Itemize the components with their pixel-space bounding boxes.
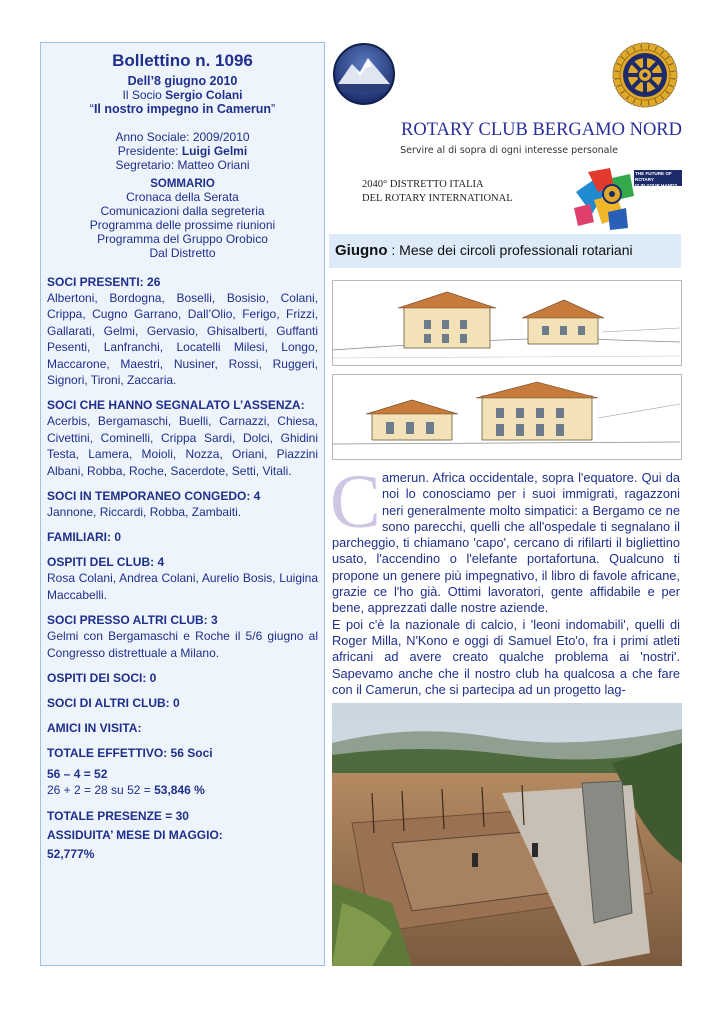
speaker-prefix: Il Socio	[122, 88, 166, 102]
mountain-emblem-icon	[332, 42, 396, 106]
absent-list: Acerbis, Bergamaschi, Buelli, Carnazzi, Chiesa, Civettini, Cominelli, Crippa Sardi, Dolci, Ghidini Testa, Lamera, Moioli, Nozza, Oriani, Piazzini Albani, Robba, Roche, Sacerdote, Setti, Vitali.	[47, 414, 318, 478]
club-guests-list: Rosa Colani, Andrea Colani, Aurelio Bosis, Luigina Maccabelli.	[47, 571, 318, 602]
building-elevation-drawing-1	[332, 280, 682, 366]
visiting-friends-heading: AMICI IN VISITA:	[47, 721, 142, 736]
total-heading: TOTALE EFFETTIVO: 56 Soci	[47, 746, 213, 761]
calc-2-text: 26 + 2 = 28 su 52 =	[47, 783, 155, 798]
article-paragraph-1: amerun. Africa occidentale, sopra l'equatore. Qui da noi lo conosciamo per i suoi immigrati, ragazzoni neri generalmente molto simpatici: a Bergamo ce ne sono parecchi, quelli che all'ospedale ti segnalano il parcheggio, ti chiamano 'capo', cercano di rifilarti il bigliettino usato, l'accendino o l'elefante portafortuna. Qualcuno ti propone un genere più impegnativo, il libro di favole africane, grazie ce l'ho già. Ottimi lavoratori, gente affidabile e per bene, apprezzati dalle nostre aziende.	[332, 470, 680, 616]
elevation-drawing-icon	[332, 374, 682, 460]
month-theme-bar	[329, 234, 681, 268]
other-club-members-heading: SOCI DI ALTRI CLUB: 0	[47, 696, 180, 711]
president-line	[41, 144, 324, 158]
month-name: Giugno	[335, 242, 388, 259]
summary-item: Programma del Gruppo Orobico	[97, 232, 268, 246]
club-guests-heading: OSPITI DEL CLUB: 4	[47, 555, 165, 570]
bulletin-sidebar	[40, 42, 325, 966]
summary-item: Cronaca della Serata	[126, 190, 239, 204]
month-description: Mese dei circoli professionali rotariani	[399, 242, 633, 258]
present-list: Albertoni, Bordogna, Boselli, Bosisio, Colani, Crippa, Cugno Garrano, Dall’Olio, Ferigo, Frizzi, Gallarati, Gelmi, Gervasio, Ghisalberti, Guffanti Pesenti, Lanfranchi, Locatelli Milesi, Longo, Maccarone, Maestri, Nusiner, Rossi, Ruggeri, Signori, Tironi, Zaccaria.	[47, 291, 318, 388]
absent-heading: SOCI CHE HANNO SEGNALATO L’ASSENZA:	[47, 398, 305, 413]
bulletin-title: Bollettino n. 1096	[112, 51, 253, 70]
present-heading: SOCI PRESENTI: 26	[47, 275, 161, 289]
president-label: Presidente:	[117, 144, 182, 158]
speaker-line	[41, 88, 324, 102]
speaker-name: Sergio Colani	[165, 88, 243, 102]
summary-list	[41, 190, 324, 260]
summary-item: Programma delle prossime riunioni	[89, 218, 276, 232]
talk-title	[41, 102, 324, 116]
quote-close: ”	[271, 102, 276, 116]
future-logo-line-1: THE FUTURE OF ROTARY	[635, 171, 672, 182]
social-year: Anno Sociale: 2009/2010	[115, 130, 250, 144]
calc-line-2	[47, 782, 318, 798]
summary-item: Comunicazioni dalla segreteria	[100, 204, 265, 218]
bulletin-date: Dell’8 giugno 2010	[127, 74, 238, 88]
summary-item: Dal Distretto	[149, 246, 216, 260]
future-of-rotary-logo	[574, 164, 684, 230]
quote-open: “	[89, 102, 94, 116]
drop-cap: C	[330, 460, 381, 544]
future-logo-line-2: IS IN YOUR HANDS	[635, 183, 678, 188]
leave-list: Jannone, Riccardi, Robba, Zambaiti.	[47, 505, 242, 520]
article-paragraph-2: E poi c'è la nazionale di calcio, i 'leoni indomabili', quelli di Roger Milla, N'Kono e oggi di Samuel Eto'o, fra i primi atleti africani ad avere creato qualche problema ai 'nostri'. Sapevamo anche che il nostro club ha qualcosa a che fare con il Camerun, che si partecipa ad un progetto lag-	[332, 616, 680, 697]
summary-heading: SOMMARIO	[150, 178, 215, 190]
member-guests-heading: OSPITI DEI SOCI: 0	[47, 671, 157, 686]
elevation-drawing-icon	[332, 280, 682, 366]
officers-block	[41, 130, 324, 172]
president-name: Luigi Gelmi	[181, 144, 248, 158]
article-body	[330, 460, 680, 698]
club-motto: Servire al di sopra di ogni interesse personale	[400, 145, 618, 156]
family-heading: FAMILIARI: 0	[47, 530, 121, 545]
district-line-1: 2040° DISTRETTO ITALIA	[362, 179, 484, 190]
presences-heading: TOTALE PRESENZE = 30	[47, 808, 189, 823]
rotary-wheel-icon	[612, 42, 678, 108]
district-info	[362, 178, 562, 206]
building-elevation-drawing-2	[332, 374, 682, 460]
construction-photo-icon	[332, 703, 682, 966]
club-emblem-logo	[332, 42, 396, 106]
future-logo-text	[635, 171, 683, 189]
club-name: ROTARY CLUB BERGAMO NORD	[400, 120, 682, 140]
talk-title-text: Il nostro impegno in Camerun	[93, 102, 272, 116]
attendance-heading: ASSIDUITA’ MESE DI MAGGIO:	[47, 827, 223, 842]
construction-site-photo	[332, 703, 682, 966]
other-clubs-text: Gelmi con Bergamaschi e Roche il 5/6 giugno al Congresso distrettuale a Milano.	[47, 629, 318, 660]
other-clubs-heading: SOCI PRESSO ALTRI CLUB: 3	[47, 613, 218, 628]
rotary-wheel-logo	[612, 42, 678, 108]
leave-heading: SOCI IN TEMPORANEO CONGEDO: 4	[47, 489, 261, 504]
attendance-value: 52,777%	[47, 846, 95, 861]
district-line-2: DEL ROTARY INTERNATIONAL	[362, 193, 513, 204]
calc-2-result: 53,846 %	[154, 783, 205, 798]
secretary-line: Segretario: Matteo Oriani	[115, 158, 250, 172]
calc-line-1: 56 – 4 = 52	[47, 767, 108, 782]
month-separator: :	[387, 242, 400, 258]
